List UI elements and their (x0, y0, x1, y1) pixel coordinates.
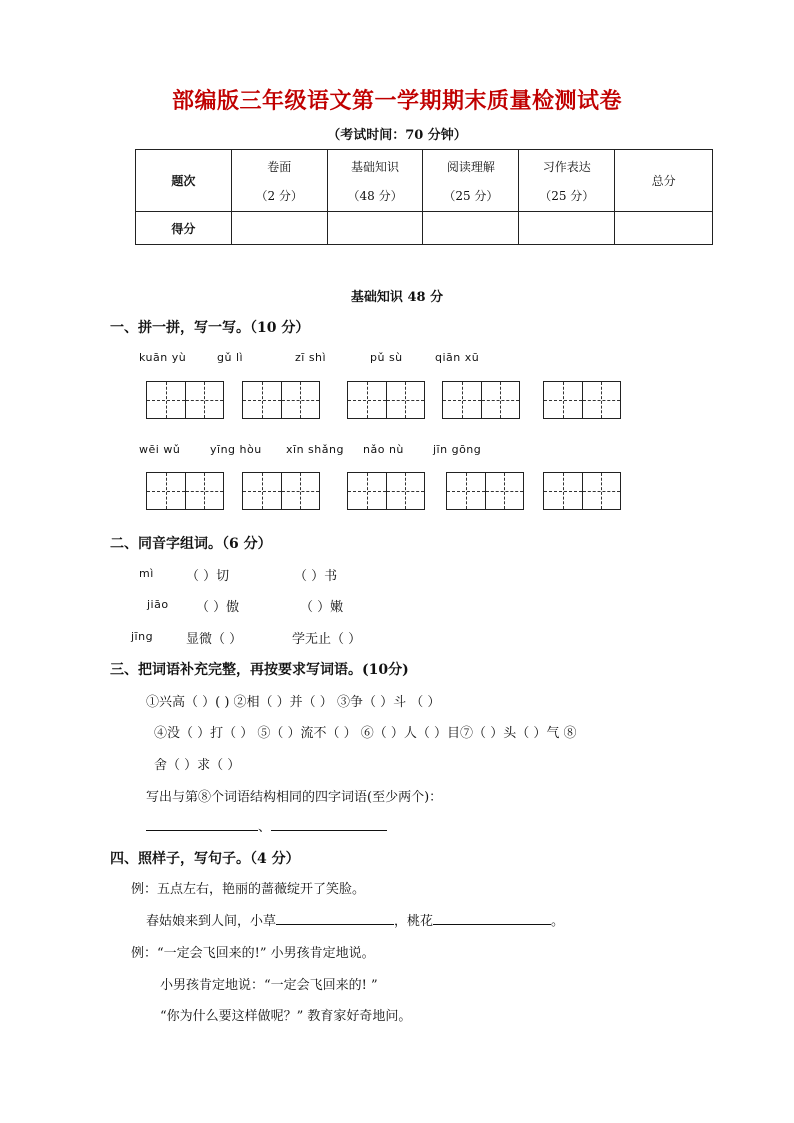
row-label-score: 得分 (136, 212, 232, 245)
writing-grid[interactable] (442, 381, 520, 419)
page-title: 部编版三年级语文第一学期期末质量检测试卷 (171, 89, 622, 114)
fill-item[interactable]: 学无止（ ） (292, 632, 362, 647)
q2-heading: 二、同音字组词。（6 分） (110, 536, 272, 552)
score-cell[interactable] (615, 212, 713, 245)
fill-item[interactable]: （ ）切 (186, 569, 230, 584)
fill-item[interactable]: （ ）嫩 (300, 600, 344, 615)
pinyin: gǔ lì (217, 351, 244, 364)
pinyin: jiāo (147, 598, 169, 611)
writing-grid[interactable] (347, 381, 425, 419)
pinyin: jīn gōng (433, 443, 482, 456)
pinyin: qiān xū (435, 351, 480, 364)
pinyin: mì (139, 567, 154, 580)
answer-blank[interactable] (433, 910, 551, 925)
writing-grid[interactable] (543, 472, 621, 510)
answer-blank[interactable] (276, 910, 394, 925)
pinyin: nǎo nù (363, 443, 404, 456)
writing-grid[interactable] (146, 381, 224, 419)
row-label-items: 题次 (136, 150, 232, 212)
pinyin: xīn shǎng (286, 443, 344, 456)
q3-line[interactable]: ④没（ ）打（ ） ⑤（ ）流不（ ） ⑥（ ）人（ ）目⑦（ ）头（ ）气 ⑧ (154, 726, 577, 741)
col-header-total: 总分 (615, 150, 713, 212)
answer-blank[interactable] (271, 816, 387, 831)
exam-time: （考试时间：70 分钟） (327, 128, 467, 143)
writing-grid[interactable] (146, 472, 224, 510)
pinyin: wēi wǔ (139, 443, 181, 456)
q4-heading: 四、照样子，写句子。（4 分） (110, 851, 300, 867)
separator: 、 (258, 820, 272, 835)
pinyin: jīng (131, 630, 154, 643)
score-cell[interactable] (327, 212, 423, 245)
task-sentence: “你为什么要这样做呢？” 教育家好奇地问。 (160, 1009, 412, 1024)
writing-grid[interactable] (543, 381, 621, 419)
score-cell[interactable] (423, 212, 519, 245)
example-sentence: 小男孩肯定地说：“一定会飞回来的! ” (160, 978, 378, 993)
example-sentence: 例：五点左右，艳丽的蔷薇绽开了笑脸。 (131, 882, 366, 897)
q3-instruction: 写出与第⑧个词语结构相同的四字词语(至少两个)： (146, 790, 443, 805)
col-header: 阅读理解 （25 分） (423, 150, 519, 212)
fill-item[interactable]: （ ）书 (294, 569, 338, 584)
q3-line[interactable]: ①兴高（ ）( ) ②相（ ）并（ ） ③争（ ）斗 （ ） (146, 695, 441, 710)
task-sentence[interactable]: 春姑娘来到人间，小草 ，桃花 。 (146, 910, 564, 929)
q1-heading: 一、拼一拼，写一写。（10 分） (110, 320, 310, 336)
writing-grid[interactable] (347, 472, 425, 510)
score-table (135, 149, 713, 245)
pinyin: pǔ sù (370, 351, 403, 364)
score-cell[interactable] (231, 212, 327, 245)
pinyin: zī shì (295, 351, 327, 364)
col-header: 习作表达 （25 分） (519, 150, 615, 212)
answer-blank[interactable] (146, 816, 258, 831)
col-header: 基础知识 （48 分） (327, 150, 423, 212)
score-cell[interactable] (519, 212, 615, 245)
q3-line[interactable]: 舍（ ）求（ ） (154, 758, 241, 773)
writing-grid[interactable] (242, 381, 320, 419)
col-header: 卷面 （2 分） (231, 150, 327, 212)
fill-item[interactable]: （ ）傲 (196, 600, 240, 615)
example-sentence: 例：“一定会飞回来的!” 小男孩肯定地说。 (131, 946, 375, 961)
writing-grid[interactable] (446, 472, 524, 510)
q3-heading: 三、把词语补充完整，再按要求写词语。(10分) (110, 662, 409, 678)
q3-answer-line[interactable] (146, 816, 387, 835)
pinyin: yīng hòu (210, 443, 262, 456)
writing-grid[interactable] (242, 472, 320, 510)
fill-item[interactable]: 显微（ ） (186, 632, 243, 647)
pinyin: kuān yù (139, 351, 187, 364)
part-heading: 基础知识 48 分 (350, 290, 444, 305)
